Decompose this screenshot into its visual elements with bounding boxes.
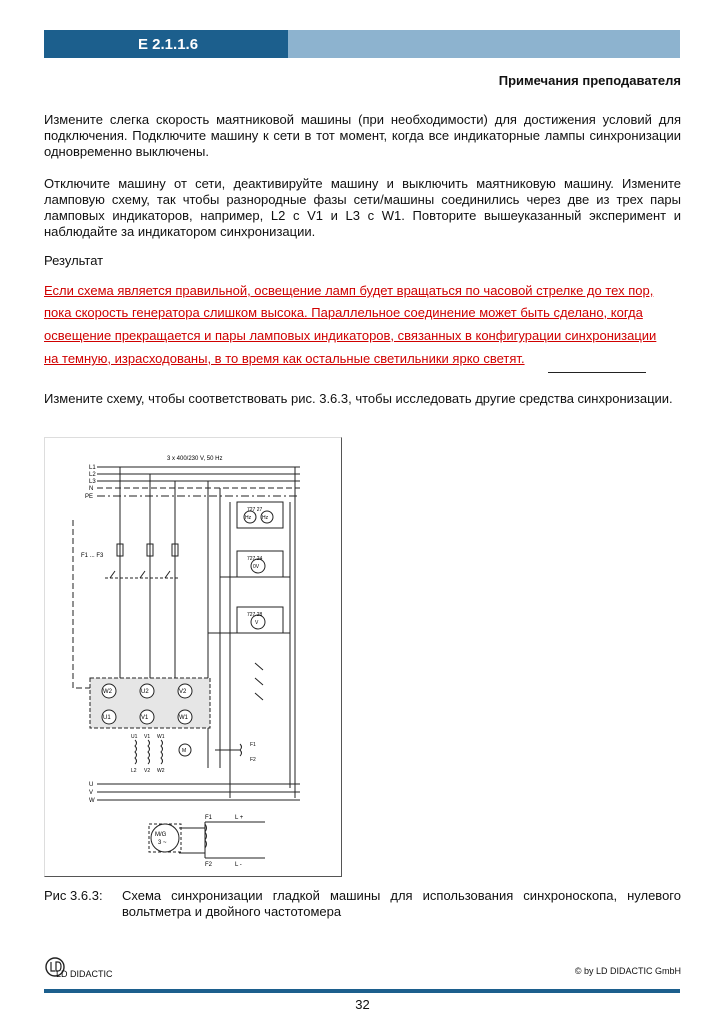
terminal-top: W2 — [103, 689, 112, 695]
result-line: освещение прекращается и пары ламповых индикаторов, связанных в конфигурации синхронизации — [44, 328, 657, 343]
winding-label: V1 — [144, 734, 151, 740]
winding-label: W1 — [157, 734, 165, 740]
footer-bar — [44, 989, 680, 993]
result-line: пока скорость генератора слишком высока. Параллельное соединение может быть сделано, когда — [44, 305, 643, 320]
dc-output: L + — [235, 815, 244, 821]
terminal-top: V2 — [179, 689, 187, 695]
dc-output: L - — [235, 862, 242, 868]
paragraph-connect: Измените слегка скорость маятниковой машины (при необходимости) для достижения условий для подключения. Подключите машину к сети в тот момент, когда все индикаторные лампы синхронизации одновременно выключены. — [44, 112, 681, 159]
dc-terminal: F1 — [205, 815, 213, 821]
page-number: 32 — [355, 997, 370, 1012]
winding-label: L2 — [131, 768, 137, 774]
paragraph-change-circuit: Измените схему, чтобы соответствовать рис. 3.6.3, чтобы исследовать другие средства синхронизации. — [44, 391, 673, 406]
terminal-bottom: V1 — [141, 715, 149, 721]
result-label: Результат — [44, 253, 104, 268]
logo-text: LD DIDACTIC — [56, 969, 113, 979]
circuit-diagram — [44, 437, 342, 877]
circuit-svg — [45, 438, 341, 876]
meter-symbol: Hz — [245, 515, 252, 521]
section-title: Примечания преподавателя — [498, 73, 681, 88]
bus-label: V — [89, 790, 94, 796]
winding-label: V2 — [144, 768, 151, 774]
copyright: © by LD DIDACTIC GmbH — [574, 966, 681, 976]
meter-symbol: Hz — [262, 515, 269, 521]
label-l2: L2 — [89, 472, 96, 478]
header-light-block — [288, 30, 680, 58]
label-pe: PE — [85, 494, 94, 500]
terminal-bottom: U1 — [103, 715, 111, 721]
result-line: на темную, израсходованы, в то время как остальные светильники ярко светят. — [44, 351, 525, 366]
winding-label: W2 — [157, 768, 165, 774]
field-label: F2 — [250, 757, 256, 763]
fuse-label: F1 ... F3 — [81, 553, 104, 559]
experiment-code: E 2.1.1.6 — [138, 36, 199, 53]
bus-label: U — [89, 782, 94, 788]
result-line: Если схема является правильной, освещение ламп будет вращаться по часовой стрелке до тех пор, — [44, 283, 654, 298]
meter-code: 727 24 — [247, 556, 263, 562]
label-n: N — [89, 486, 94, 492]
dc-terminal: F2 — [205, 862, 213, 868]
motor-label: M — [182, 748, 187, 754]
label-l1: L1 — [89, 465, 96, 471]
dc-machine-sub: 3 ~ — [158, 840, 167, 846]
dc-machine-label: M/G — [155, 832, 167, 838]
figure-caption-text: Схема синхронизации гладкой машины для использования синхроноскопа, нулевого вольтметра и двойного частотомера — [122, 888, 681, 919]
header-bar — [44, 30, 680, 58]
meter-symbol: 0V — [253, 564, 260, 570]
meter-symbol: V — [255, 620, 259, 626]
bus-label: W — [89, 798, 95, 804]
terminal-bottom: W1 — [179, 715, 188, 721]
meter-code: 727 28 — [247, 612, 263, 618]
label-l3: L3 — [89, 479, 96, 485]
field-label: F1 — [250, 742, 256, 748]
supply-label: 3 x 400/230 V, 50 Hz — [167, 456, 223, 462]
winding-label: U1 — [131, 734, 138, 740]
figure-caption-label: Рис 3.6.3: — [44, 888, 103, 903]
paragraph-disconnect: Отключите машину от сети, деактивируйте машину и выключить маятниковую машину. Измените ламповую схему, так чтобы разнородные фазы сети/машины соединились через две из трех пары ламповых индикаторов, например, L2 с V1 и L3 с W1. Повторите вышеуказанный эксперимент и наблюдайте за индикатором синхронизации. — [44, 176, 681, 239]
terminal-top: U2 — [141, 689, 149, 695]
meter-code: 727 27 — [247, 507, 263, 513]
underline-extension — [548, 372, 646, 373]
